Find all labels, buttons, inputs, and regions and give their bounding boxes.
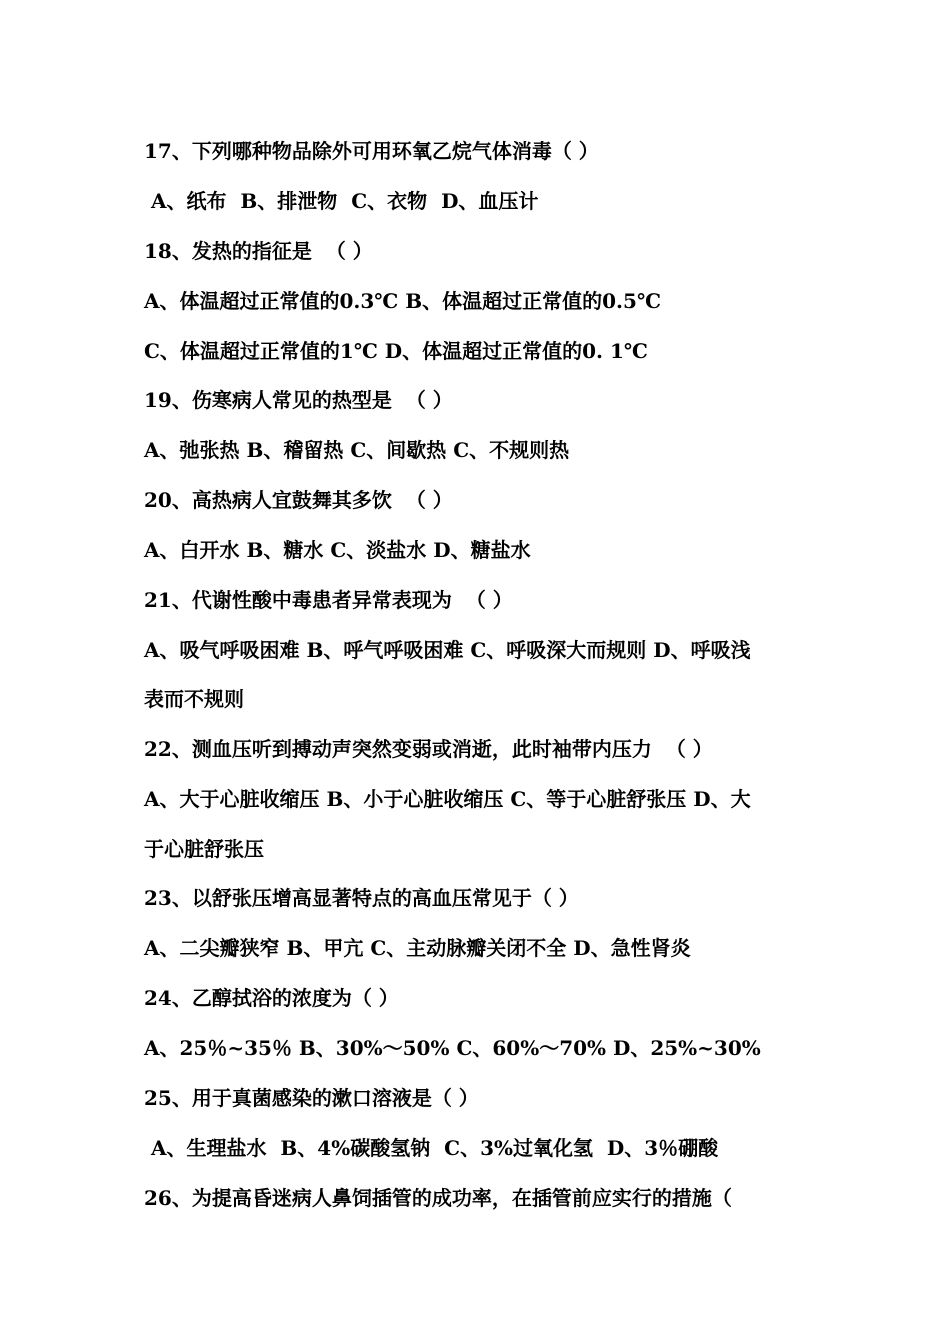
question-24-options: A、25％~35％ B、30%～50% C、60%～70% D、25%~30% (144, 1036, 761, 1060)
question-18: 18、发热的指征是 （ ） (144, 239, 373, 263)
question-22-options: A、大于心脏收缩压 B、小于心脏收缩压 C、等于心脏舒张压 D、大 (144, 787, 751, 811)
question-21: 21、代谢性酸中毒患者异常表现为 （ ） (144, 588, 513, 612)
question-24: 24、乙醇拭浴的浓度为（ ） (144, 986, 399, 1010)
question-17-options: A、纸布 B、排泄物 C、衣物 D、血压计 (144, 189, 539, 213)
question-18-options-cd: C、体温超过正常值的1℃ D、体温超过正常值的0. 1℃ (144, 339, 648, 363)
question-21-options-cont: 表而不规则 (144, 687, 244, 711)
question-19: 19、伤寒病人常见的热型是 （ ） (144, 388, 453, 412)
question-23-options: A、二尖瓣狭窄 B、甲亢 C、主动脉瓣关闭不全 D、急性肾炎 (144, 936, 691, 960)
question-25: 25、用于真菌感染的漱口溶液是（ ） (144, 1086, 479, 1110)
question-25-options: A、生理盐水 B、4%碳酸氢钠 C、3%过氧化氢 D、3％硼酸 (144, 1136, 719, 1160)
question-22: 22、测血压听到搏动声突然变弱或消逝，此时袖带内压力 （ ） (144, 737, 713, 761)
question-22-options-cont: 于心脏舒张压 (144, 837, 264, 861)
question-23: 23、以舒张压增高显著特点的高血压常见于（ ） (144, 886, 579, 910)
question-18-options-ab: A、体温超过正常值的0.3℃ B、体温超过正常值的0.5℃ (144, 289, 661, 313)
question-19-options: A、弛张热 B、稽留热 C、间歇热 C、不规则热 (144, 438, 570, 462)
question-21-options: A、吸气呼吸困难 B、呼气呼吸困难 C、呼吸深大而规则 D、呼吸浅 (144, 638, 751, 662)
question-20: 20、高热病人宜鼓舞其多饮 （ ） (144, 488, 453, 512)
question-17: 17、下列哪种物品除外可用环氧乙烷气体消毒（ ） (144, 139, 599, 163)
question-20-options: A、白开水 B、糖水 C、淡盐水 D、糖盐水 (144, 538, 531, 562)
question-26: 26、为提高昏迷病人鼻饲插管的成功率，在插管前应实行的措施（ (144, 1186, 732, 1210)
